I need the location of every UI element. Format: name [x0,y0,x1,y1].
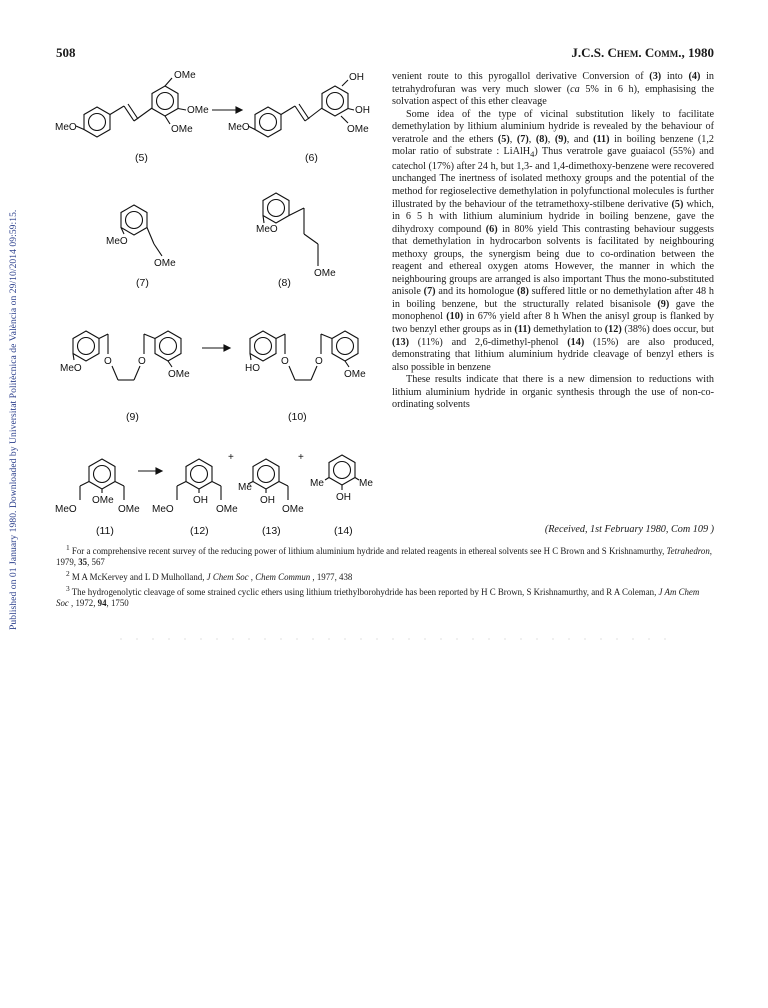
journal-year: , 1980 [681,45,714,60]
substituent-meo: MeO [55,504,77,515]
text-run: (10) [446,311,464,323]
ether-oxygen: O [138,356,146,367]
compound-label: (6) [305,152,318,164]
text-run: (7) [516,133,529,145]
text-run: ca [570,83,580,95]
text-run: gave the monophenol [392,298,714,323]
benzene-ring [253,459,279,489]
substituent-meo: MeO [55,122,77,133]
benzene-ring [250,331,276,361]
substituent-oh: OH [355,105,370,116]
ether-oxygen: O [281,356,289,367]
reaction-schemes [52,66,382,551]
substituent-ome: OMe [314,268,336,279]
compound-label: (12) [190,525,209,537]
text-run: in boiling benzene (1,2 molar ratio of substrate : LiAlH [392,133,715,158]
reaction-arrow [138,468,162,474]
references [56,542,714,609]
text-run: 2 [66,568,70,578]
text-run: (11) [514,323,531,335]
plus-sign: + [228,452,234,463]
text-run: which, in 6 5 h with lithium aluminium hydride in boiling benzene, gave the dihydroxy compound [392,198,714,235]
substituent-ome: OMe [344,369,366,380]
text-run: These results indicate that there is a new dimension to reductions with lithium aluminium hydride in organic synthesis through the use of non-co-ordinating solvents [392,374,714,411]
compound-label: (10) [288,411,307,423]
text-run: in 67% yield after 8 h When the anisyl group is flanked by two benzyl ether groups as in [392,311,714,335]
text-run: (4) [688,71,701,82]
text-run: J Am Chem Soc [56,586,700,608]
text-run: , 567 [87,556,105,567]
journal-header [571,45,714,61]
substituent-oh: OH [336,492,351,503]
structure-6 [228,72,370,137]
substituent-ome: OMe [92,495,114,506]
substituent-meo: MeO [256,224,278,235]
text-run: Some idea of the type of vicinal substitution likely to facilitate demethylation by lithium aluminium hydride is revealed by the behaviour of veratrole and the ethers [392,108,714,145]
text-run: 4 [530,149,535,160]
text-run: Tetrahedron [666,545,710,556]
substituent-ome: OMe [118,504,140,515]
text-run: 94 [97,597,107,608]
text-run: 3 [66,583,70,593]
body-text-column [392,71,714,412]
text-run: (9) [657,298,670,310]
received-note: (Received, 1st February 1980, Com 109 ) [544,524,714,535]
benzene-ring [121,205,147,235]
text-run: , [528,133,536,145]
substituent-oh: OH [260,495,275,506]
ether-oxygen: O [104,356,112,367]
compound-label: (7) [136,277,149,289]
text-run: For a comprehensive recent survey of the reducing power of lithium aluminium hydride and related reagents in ethereal solvents see H C Brown and S Krishnamurthy, [69,545,667,556]
structure-10 [245,331,366,380]
structure-11 [55,459,140,515]
plus-sign: + [298,452,304,463]
text-run: 35 [78,556,88,567]
download-watermark: Published on 01 January 1980. Downloaded by Universitat Politècnica de València on 29/10/2014 09:59:15. [8,209,19,630]
text-run: (11%) and 2,6-dimethyl-phenol [408,336,568,348]
text-run: (14) [567,336,585,348]
benzene-ring [152,86,178,116]
text-run: (8) [516,286,529,298]
substituent-ome: OMe [347,124,369,135]
structure-9 [60,331,190,380]
text-run: (12) [604,323,622,335]
text-run: The hydrogenolytic cleavage of some strained cyclic ethers using lithium triethylborohydride has been reported by H C Brown, S Krishnamurthy, and R A Coleman, [69,586,659,597]
compound-label: (5) [135,152,148,164]
text-run: , 1977, 438 [310,571,353,582]
text-run: (38%) does occur, but [621,323,714,335]
text-run: (5) [497,133,510,145]
benzene-ring [255,107,281,137]
text-run: (7) [423,286,436,298]
text-run: J Chem Soc , Chem Commun [206,571,311,582]
compound-label: (14) [334,525,353,537]
text-run: (8) [535,133,548,145]
substituent-ome: OMe [174,70,196,81]
structure-7 [106,205,176,269]
text-run: , and [566,133,594,145]
reference-item [56,583,714,609]
benzene-ring [155,331,181,361]
benzene-ring [73,331,99,361]
reaction-arrow [212,107,242,113]
scan-artifact-line [120,638,680,640]
reference-item [56,542,714,568]
text-run: (15%) are also produced, demonstrating that lithium aluminium hydride cleavage of benzyl ethers is also possible in benzene [392,336,714,373]
text-run: M A McKervey and L D Mulholland, [69,571,207,582]
text-run: 1 [66,543,70,552]
ether-oxygen: O [315,356,323,367]
body-paragraph [392,374,714,412]
journal-name: Chem. Comm. [607,45,682,60]
text-run: , [509,133,517,145]
text-run: ) Thus veratrole gave guaiacol (55%) and catechol (17%) after 24 h, but 1,3- and 1,4-dimethoxy-benzene were recovered unchanged The inertness of isolated methoxy groups and the potential of the method for regioselective demethylation in polyfunctional molecules is further illustrated by the behaviour of the tetramethoxy-stilbene derivative [392,146,714,210]
substituent-oh: OH [193,495,208,506]
text-run: venient route to this pyrogallol derivative Conversion of [392,71,650,82]
body-paragraph [392,71,714,109]
text-run: (5) [671,198,684,210]
substituent-meo: MeO [60,363,82,374]
reference-item [56,568,714,583]
substituent-ome: OMe [171,124,193,135]
text-run: , 1979, [56,545,712,567]
text-run: , 1750 [106,597,129,608]
benzene-ring [329,455,355,485]
text-run: (13) [392,336,409,348]
compound-label: (11) [96,525,114,537]
text-run: (6) [485,223,498,235]
text-run: and its homologue [435,286,517,298]
text-run: (9) [554,133,567,145]
compound-label: (13) [262,525,281,537]
substituent-oh: OH [349,72,364,83]
text-run: (11) [593,133,610,145]
compound-label: (8) [278,277,291,289]
text-run: demethylation to [530,323,605,335]
substituent-ho: HO [245,363,260,374]
journal-prefix: J.C.S. [571,45,608,60]
text-run: , 1972, [68,597,98,608]
structure-14 [310,455,373,503]
structure-5 [55,70,209,137]
structure-12 [152,459,238,515]
body-paragraph [392,109,714,375]
substituent-ome: OMe [168,369,190,380]
text-run: 5% in 6 h), emphasising the solvation aspect of this ether cleavage [392,83,714,108]
text-run: in tetrahydrofuran was very much slower ( [392,71,714,95]
benzene-ring [186,459,212,489]
text-run: suffered little or no demethylation after 48 h in boiling benzene, but the structurally related bisanisole [392,286,715,310]
benzene-ring [263,193,289,223]
structure-13 [238,459,304,515]
benzene-ring [89,459,115,489]
substituent-me: Me [359,478,373,489]
compound-label: (9) [126,411,139,423]
text-run: , [547,133,555,145]
substituent-me: Me [310,478,324,489]
substituent-me: Me [238,482,252,493]
substituent-ome: OMe [282,504,304,515]
substituent-ome: OMe [154,258,176,269]
substituent-meo: MeO [152,504,174,515]
substituent-ome: OMe [187,105,209,116]
reaction-arrow [202,345,230,351]
text-run: in 80% yield This contrasting behaviour suggests that demethylation in hydrocarbon solvents is facilitated by neighbouring methoxy groups, the synergism being due to co-ordination between the reagent and ethereal oxygen atoms However, the manner in which the neighbouring groups are arranged is also important Thus the mono-substituted anisole [392,223,714,298]
substituent-ome: OMe [216,504,238,515]
schemes-svg [52,66,382,546]
page-number: 508 [56,45,76,60]
substituent-meo: MeO [106,236,128,247]
benzene-ring [322,86,348,116]
text-run: into [661,71,689,82]
structure-8 [256,193,336,279]
text-run: (3) [649,71,662,82]
benzene-ring [332,331,358,361]
benzene-ring [84,107,110,137]
substituent-meo: MeO [228,122,250,133]
